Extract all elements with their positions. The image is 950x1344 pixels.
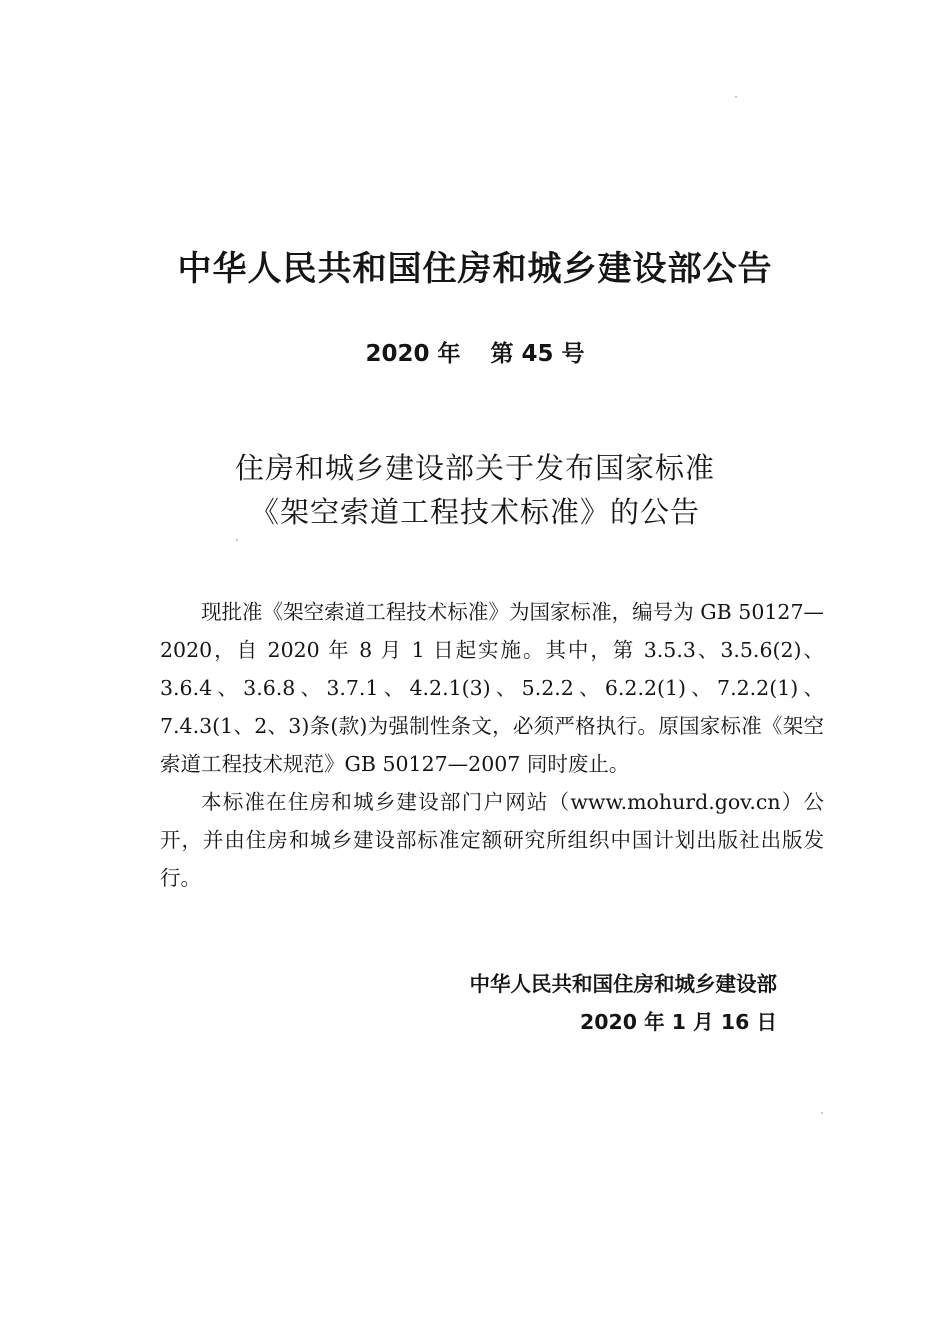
scan-speck <box>735 96 737 98</box>
notice-title-line-1: 住房和城乡建设部关于发布国家标准 <box>234 451 715 485</box>
scan-speck <box>236 539 238 541</box>
notice-title-line-2: 《架空索道工程技术标准》的公告 <box>249 495 700 529</box>
announcement-heading: 中华人民共和国住房和城乡建设部公告 <box>177 249 773 289</box>
body-paragraph-approval: 现批准《架空索道工程技术标准》为国家标准，编号为 GB 50127—2020，自 2020 年 8 月 1 日起实施。其中，第 3.5.3、3.5.6(2)、3.6.4、3.6.8、3.7.1、4.2.1(3)、5.2.2、6.2.2(1)、7.2.2(1)、7.4.3(1、2、3)条(款)为强制性条文，必须严格执行。原国家标准《架空索道工程技术规范》GB 50127—2007 同时废止。 <box>160 600 824 776</box>
body-paragraph-publication: 本标准在住房和城乡建设部门户网站（www.mohurd.gov.cn）公开，并由住房和城乡建设部标准定额研究所组织中国计划出版社出版发行。 <box>160 790 824 890</box>
issue-year: 2020 年 <box>365 341 461 367</box>
issuer-name: 中华人民共和国住房和城乡建设部 <box>469 972 777 996</box>
signature-block <box>400 965 777 1041</box>
issue-number: 第 45 号 <box>490 341 585 367</box>
notice-title <box>0 446 950 534</box>
issue-line <box>0 336 950 372</box>
notice-body <box>160 593 824 897</box>
issue-date: 2020 年 1 月 16 日 <box>579 1010 777 1034</box>
scan-speck <box>821 1112 823 1114</box>
